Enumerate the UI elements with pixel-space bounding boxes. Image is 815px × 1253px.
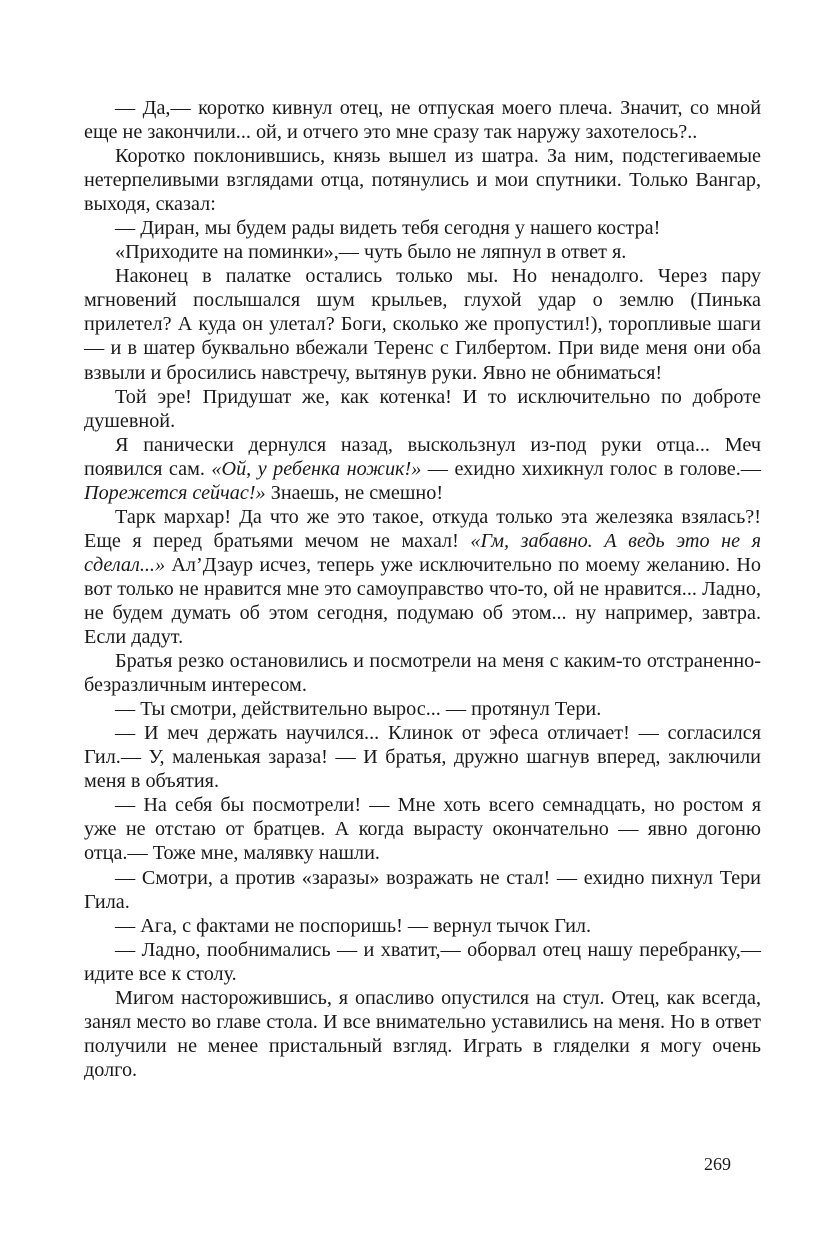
text-run: — ехидно хихикнул голос в голове.— xyxy=(421,457,761,480)
paragraph xyxy=(84,721,761,793)
text-run: — Диран, мы будем рады видеть тебя сегодня у нашего костра! xyxy=(115,217,661,240)
text-run: — Да,— коротко кивнул отец, не отпуская моего плеча. Значит, со мной еще не закончили... ой, и отчего это мне сразу так наружу захотелось?.. xyxy=(84,97,761,144)
paragraph xyxy=(84,866,761,914)
text-run: «Приходите на поминки»,— чуть было не ляпнул в ответ я. xyxy=(115,241,627,264)
paragraph xyxy=(84,938,761,986)
paragraph xyxy=(84,144,761,216)
paragraph xyxy=(84,433,761,505)
text-run: Ал’Дзаур исчез, теперь уже исключительно по моему желанию. Но вот только не нравится мне это самоуправство что-то, ой не нравится... Ладно, не будем думать об этом сегодня, подумаю об этом... ну например, завтра. Если дадут. xyxy=(84,553,761,649)
text-run: Той эре! Придушат же, как котенка! И то исключительно по доброте душевной. xyxy=(84,385,761,432)
text-run: Я панически дернулся назад, выскользнул из-под руки отца... Меч появился сам. xyxy=(84,433,761,480)
text-run: — Ага, с фактами не поспоришь! — вернул тычок Гил. xyxy=(115,914,592,937)
text-run: Наконец в палатке остались только мы. Но ненадолго. Через пару мгновений послышался шум крыльев, глухой удар о землю (Пинька прилетел? А куда он улетал? Боги, сколько же пропустил!), торопливые шаги — и в шатер буквально вбежали Теренс с Гилбертом. При виде меня они оба взвыли и бросились навстречу, вытянув руки. Явно не обниматься! xyxy=(84,265,761,384)
paragraph xyxy=(84,216,761,240)
italic-text: Порежется сейчас!» xyxy=(84,481,266,504)
italic-text: «Ой, у ребенка ножик!» xyxy=(211,457,422,480)
text-run: Тарк мархар! Да что же это такое, откуда только эта железяка взялась?! Еще я перед братьями мечом не махал! xyxy=(84,505,761,552)
text-run: — Ладно, пообнимались — и хватит,— оборвал отец нашу перебранку,— идите все к столу. xyxy=(84,938,761,985)
text-run: — Смотри, а против «заразы» возражать не стал! — ехидно пихнул Тери Гила. xyxy=(84,866,761,913)
text-run: — Ты смотри, действительно вырос... — протянул Тери. xyxy=(115,698,602,721)
paragraph xyxy=(84,385,761,433)
text-run: Мигом насторожившись, я опасливо опустился на стул. Отец, как всегда, занял место во главе стола. И все внимательно уставились на меня. Но в ответ получили не менее пристальный взгляд. Играть в гляделки я могу очень долго. xyxy=(84,986,761,1081)
paragraph xyxy=(84,96,761,144)
paragraph xyxy=(84,649,761,697)
paragraph xyxy=(84,697,761,721)
paragraph xyxy=(84,914,761,938)
page-number: 269 xyxy=(704,1154,731,1174)
paragraph xyxy=(84,986,761,1082)
text-run: — И меч держать научился... Клинок от эфеса отличает! — согласился Гил.— У, маленькая зараза! — И братья, дружно шагнув вперед, заключили меня в объятия. xyxy=(84,722,761,793)
paragraph xyxy=(84,793,761,865)
text-run: — На себя бы посмотрели! — Мне хоть всего семнадцать, но ростом я уже не отстаю от братцев. А когда вырасту окончательно — явно догоню отца.— Тоже мне, малявку нашли. xyxy=(84,794,761,865)
page-body-text xyxy=(84,96,761,1082)
italic-text: «Гм, забавно. А ведь это не я сделал...» xyxy=(84,529,761,576)
text-run: Братья резко остановились и посмотрели на меня с каким-то отстраненно-безразличным интересом. xyxy=(84,650,761,697)
paragraph xyxy=(84,505,761,649)
paragraph xyxy=(84,240,761,264)
text-run: Коротко поклонившись, князь вышел из шатра. За ним, подстегиваемые нетерпеливыми взглядами отца, потянулись и мои спутники. Только Вангар, выходя, сказал: xyxy=(84,145,761,216)
text-run: Знаешь, не смешно! xyxy=(265,481,444,504)
paragraph xyxy=(84,264,761,384)
